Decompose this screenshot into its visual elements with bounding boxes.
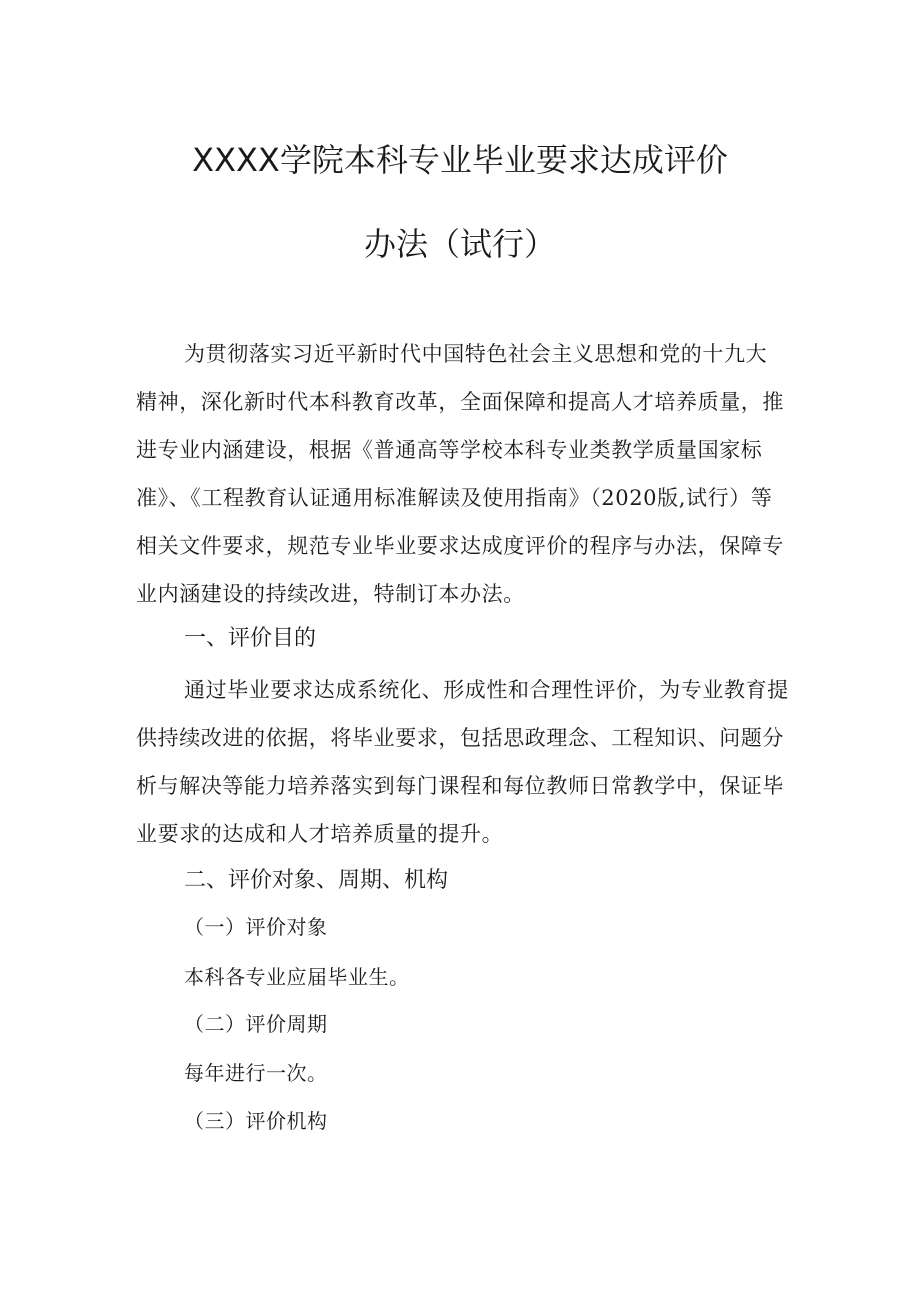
section-1-line-2: 供持续改进的依据，将毕业要求，包括思政理念、工程知识、问题分 <box>136 726 784 750</box>
document-title-line-2: 办法（试行） <box>363 225 556 263</box>
intro-line-3: 进专业内涵建设，根据《普通高等学校本科专业类教学质量国家标 <box>136 438 763 462</box>
intro-line-2: 精神，深化新时代本科教育改革，全面保障和提高人才培养质量，推 <box>136 390 784 414</box>
intro-line-5: 相关文件要求，规范专业毕业要求达成度评价的程序与办法，保障专 <box>136 534 784 558</box>
intro-line-1: 为贯彻落实习近平新时代中国特色社会主义思想和党的十九大 <box>184 342 768 366</box>
section-1-line-4: 业要求的达成和人才培养质量的提升。 <box>136 822 504 846</box>
section-1-heading: 一、评价目的 <box>184 626 317 651</box>
section-1-line-1: 通过毕业要求达成系统化、形成性和合理性评价，为专业教育提 <box>184 678 789 702</box>
section-2-sub-2-text: 每年进行一次。 <box>184 1061 328 1085</box>
document-title-line-1: XXXX学院本科专业毕业要求达成评价 <box>192 141 728 179</box>
section-2-sub-1-heading: （一）评价对象 <box>184 915 328 939</box>
section-2-sub-1-text: 本科各专业应届毕业生。 <box>184 965 410 989</box>
section-1-line-3: 析与解决等能力培养落实到每门课程和每位教师日常教学中，保证毕 <box>136 774 784 798</box>
intro-line-6: 业内涵建设的持续改进，特制订本办法。 <box>136 582 525 606</box>
section-2-heading: 二、评价对象、周期、机构 <box>184 868 449 893</box>
section-2-sub-3-heading: （三）评价机构 <box>184 1109 328 1133</box>
section-2-sub-2-heading: （二）评价周期 <box>184 1012 328 1036</box>
intro-line-4: 准》、《工程教育认证通用标准解读及使用指南》（2020版,试行）等 <box>136 486 773 510</box>
